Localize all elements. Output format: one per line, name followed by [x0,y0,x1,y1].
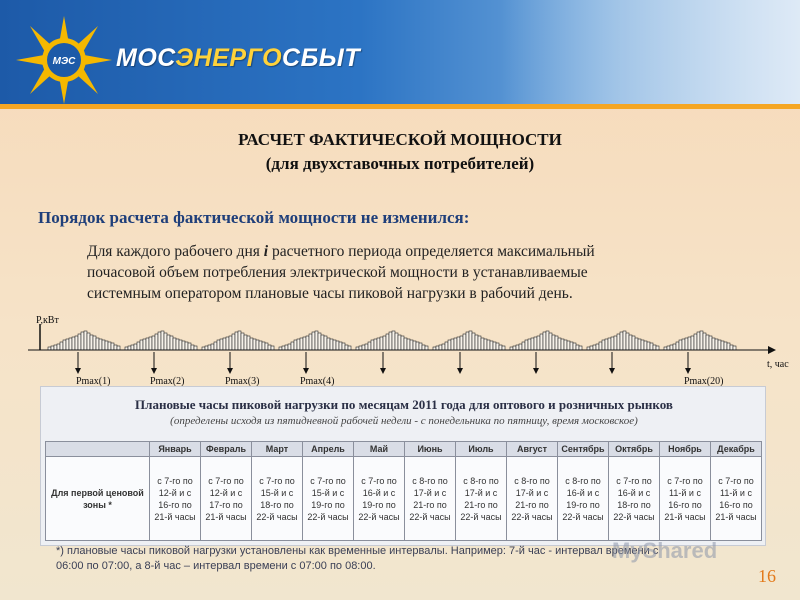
load-bar [590,346,593,350]
table-subtitle: (определены исходя из пятидневной рабочей недели - с понедельника по пятницу, время московское) [170,415,638,427]
load-bar [724,342,727,350]
load-bar [475,335,478,350]
load-bar [134,344,137,350]
load-bar [244,335,247,350]
load-bar [288,344,291,350]
load-bar [493,342,496,350]
x-axis-label: t, час [767,359,789,370]
load-bar [478,336,481,350]
load-bar [297,339,300,350]
load-bar [102,340,105,350]
load-bar [496,343,499,350]
load-bar [715,339,718,350]
load-bar [232,334,235,350]
pmax-label-1: Pmax(1) [76,376,111,386]
load-bar [525,340,528,350]
load-bar [463,334,466,350]
load-bar [217,340,220,350]
load-bar [635,338,638,350]
table-cell: с 8-го по 17-й и с 21-го по 22-й часы [405,457,456,541]
body-line-1-b: расчетного периода определяется максимальный [268,243,595,260]
load-bar [410,340,413,350]
load-bar [617,334,620,350]
load-bar [131,345,134,350]
load-bar [407,339,410,350]
load-bar [647,342,650,350]
header-accent-line [0,104,800,109]
load-bar [650,343,653,350]
load-bar [442,344,445,350]
load-bar [490,341,493,350]
load-bar [90,335,93,350]
load-bar [194,346,197,350]
load-bar [173,338,176,350]
section-heading: Порядок расчета фактической мощности не изменился: [38,208,470,227]
month-header: Октябрь [609,442,660,457]
load-bar [185,342,188,350]
load-bar [152,336,155,350]
load-bar [614,336,617,350]
month-header: Май [354,442,405,457]
load-bar [81,332,84,350]
load-bar [570,342,573,350]
load-bar [673,344,676,350]
load-bar [593,345,596,350]
slide-title-sub: (для двухставочных потребителей) [265,154,535,173]
load-bar [516,345,519,350]
load-bar [629,335,632,350]
load-profile-diagram [0,300,800,386]
load-bar [721,341,724,350]
load-bar [653,345,656,350]
load-bar [164,333,167,350]
load-bar [143,339,146,350]
table-cell: с 7-го по 12-й и с 17-го по 21-й часы [201,457,252,541]
load-bar [567,341,570,350]
table-header-row [46,442,762,457]
load-bar [155,334,158,350]
load-bar [362,345,365,350]
load-bar [727,343,730,350]
load-bar [318,333,321,350]
load-bar [377,338,380,350]
load-bar [342,343,345,350]
load-bar [549,333,552,350]
pmax-arrow-head [533,368,539,374]
load-bar [211,344,214,350]
table-corner-cell [46,442,150,457]
load-bar [389,332,392,350]
load-bar [546,331,549,350]
load-bar [425,346,428,350]
load-bar [321,335,324,350]
pmax-arrow-head [685,368,691,374]
table-title: Плановые часы пиковой нагрузки по месяцам 2011 года для оптового и розничных рынков [135,397,673,412]
load-bar [253,339,256,350]
load-bar [72,337,75,350]
load-bar [137,342,140,350]
load-bar [608,338,611,350]
load-bar [191,345,194,350]
pmax-arrow-head [151,368,157,374]
header-photo [500,0,800,108]
brand-prefix: МОС [116,44,176,72]
load-bar [579,346,582,350]
load-bar [226,337,229,350]
load-bar [416,342,419,350]
load-bar [96,338,99,350]
load-bar [241,333,244,350]
pmax-label-3: Pmax(3) [225,376,260,386]
load-bar [75,336,78,350]
month-header: Ноябрь [660,442,711,457]
load-bar [667,346,670,350]
load-bar [543,332,546,350]
body-line-1 [87,241,687,262]
load-bar [703,333,706,350]
load-bar [534,337,537,350]
load-bar [620,332,623,350]
load-bar [733,346,736,350]
peak-hours-panel [40,386,766,546]
load-bar [312,332,315,350]
load-bar [214,342,217,350]
time-axis-arrow [768,346,776,354]
load-bar [229,336,232,350]
load-bar [564,340,567,350]
load-bar [656,346,659,350]
load-bar [57,344,60,350]
body-line-3: системным оператором плановые часы пиковой нагрузки в рабочий день. [87,285,573,302]
load-bar [285,345,288,350]
load-bar [309,334,312,350]
logo-text: МЭС [52,56,76,67]
body-paragraph [87,241,687,304]
load-bar [487,340,490,350]
load-bar [472,333,475,350]
load-bar [404,338,407,350]
load-bar [128,346,131,350]
footnote-line-1: *) плановые часы пиковой нагрузки установлены как временные интервалы. Например: 7-й час - интервал времени с [56,545,659,557]
load-bar [484,339,487,350]
table-cell: с 7-го по 15-й и с 19-го по 22-й часы [303,457,354,541]
load-bar [205,346,208,350]
load-bar [448,340,451,350]
load-bar [540,334,543,350]
load-bar [513,346,516,350]
pmax-label-4: Pmax(4) [300,376,335,386]
load-bar [451,339,454,350]
load-bar [641,340,644,350]
load-bar [69,338,72,350]
load-bar [345,345,348,350]
month-header: Март [252,442,303,457]
load-bar [380,337,383,350]
month-header: Июнь [405,442,456,457]
load-bar [84,331,87,350]
table-cell: с 8-го по 17-й и с 21-го по 22-й часы [507,457,558,541]
load-bar [282,346,285,350]
load-bar [611,337,614,350]
load-bar [105,341,108,350]
load-bar [602,340,605,350]
table-row [46,457,762,541]
load-bar [140,340,143,350]
load-bar [413,341,416,350]
load-bar [114,345,117,350]
load-bar [688,337,691,350]
load-bar [700,331,703,350]
load-bar [315,331,318,350]
load-bar [208,345,211,350]
load-bar [291,342,294,350]
load-bar [644,341,647,350]
load-bar [374,339,377,350]
load-bar [632,336,635,350]
load-bar [294,340,297,350]
month-header: Декабрь [711,442,762,457]
load-bar [63,340,66,350]
month-header: Август [507,442,558,457]
load-bar [522,342,525,350]
load-bar [561,339,564,350]
table-cell: с 7-го по 11-й и с 16-го по 21-й часы [660,457,711,541]
load-bar [60,342,63,350]
body-line-2: почасовой объем потребления электрической мощности в устанавливаемые [87,264,588,281]
load-bar [691,336,694,350]
load-bar [161,331,164,350]
load-bar [706,335,709,350]
table-cell: с 7-го по 12-й и с 16-го по 21-й часы [150,457,201,541]
load-bar [460,336,463,350]
load-bar [445,342,448,350]
load-bar [365,344,368,350]
load-bar [552,335,555,350]
load-bar [188,343,191,350]
load-bar [348,346,351,350]
load-bar [339,342,342,350]
load-bar [167,335,170,350]
load-bar [573,343,576,350]
brand-name [116,44,360,73]
load-bar [262,342,265,350]
load-bar [368,342,371,350]
load-bar [117,346,120,350]
load-bar [682,339,685,350]
load-bar [555,336,558,350]
load-bar [182,341,185,350]
table-cell: с 7-го по 11-й и с 16-го по 21-й часы [711,457,762,541]
pmax-label-20: Pmax(20) [684,376,724,386]
table-cell: с 7-го по 15-й и с 18-го по 22-й часы [252,457,303,541]
load-bar [158,332,161,350]
month-header: Сентябрь [558,442,609,457]
load-bar [528,339,531,350]
load-bar [638,339,641,350]
load-bar [537,336,540,350]
load-bar [271,346,274,350]
load-bar [422,345,425,350]
load-bar [694,334,697,350]
load-bar [454,338,457,350]
month-header: Апрель [303,442,354,457]
load-bar [531,338,534,350]
brand-suffix: СБЫТ [282,44,361,72]
page-number: 16 [758,566,776,586]
load-bar [419,343,422,350]
load-bar [336,341,339,350]
watermark: MyShared [612,538,718,563]
table-cell: с 7-го по 16-й и с 18-го по 22-й часы [609,457,660,541]
body-line-1-a: Для каждого рабочего дня [87,243,264,260]
pmax-label-2: Pmax(2) [150,376,185,386]
load-bar [371,340,374,350]
pmax-arrow-head [75,368,81,374]
load-bar [709,336,712,350]
pmax-arrow-head [380,368,386,374]
load-bar [333,340,336,350]
load-bar [256,340,259,350]
table-cell: с 7-го по 16-й и с 19-го по 22-й часы [354,457,405,541]
load-bar [499,345,502,350]
load-bar [146,338,149,350]
load-bar [93,336,96,350]
load-bar [220,339,223,350]
load-bar [250,338,253,350]
load-bar [502,346,505,350]
load-bar [676,342,679,350]
pmax-arrows [75,352,691,374]
load-bar [519,344,522,350]
load-bar [108,342,111,350]
month-header: Февраль [201,442,252,457]
load-bar [306,336,309,350]
load-bar [469,331,472,350]
load-bar [679,340,682,350]
load-bar [223,338,226,350]
load-bar [51,346,54,350]
pmax-arrow-head [457,368,463,374]
load-bar [247,336,250,350]
load-bar [436,346,439,350]
load-bar [238,331,241,350]
load-bar [605,339,608,350]
pmax-arrow-head [227,368,233,374]
load-bar [327,338,330,350]
load-bar [392,331,395,350]
body-index-i: i [263,243,269,260]
load-bar [670,345,673,350]
load-bar [111,343,114,350]
load-bar [99,339,102,350]
load-bar [576,345,579,350]
load-bar [300,338,303,350]
month-header: Июль [456,442,507,457]
load-bar [386,334,389,350]
brand-highlight: ЭНЕРГО [175,44,283,72]
load-bar [87,333,90,350]
load-bar [235,332,238,350]
load-bar [265,343,268,350]
load-bar [712,338,715,350]
table-cell: с 8-го по 16-й и с 19-го по 22-й часы [558,457,609,541]
load-bar [330,339,333,350]
table-cell: с 8-го по 17-й и с 21-го по 22-й часы [456,457,507,541]
load-bar [54,345,57,350]
slide-title: РАСЧЕТ ФАКТИЧЕСКОЙ МОЩНОСТИ [238,130,562,149]
peak-hours-table [45,441,762,541]
load-bar [623,331,626,350]
load-bar [599,342,602,350]
row-header-price-zone: Для первой ценовой зоны * [46,457,150,541]
load-bar [78,334,81,350]
load-bar [697,332,700,350]
pmax-arrow-head [609,368,615,374]
load-bar [596,344,599,350]
y-axis-label: P,кВт [36,315,59,326]
load-bar [268,345,271,350]
pmax-arrow-head [303,368,309,374]
load-bar [303,337,306,350]
load-bar [626,333,629,350]
month-header: Январь [150,442,201,457]
load-bar [66,339,69,350]
load-bar [359,346,362,350]
load-bar [481,338,484,350]
load-bar [383,336,386,350]
hourly-load-bars [48,331,736,350]
load-bar [179,340,182,350]
load-bar [466,332,469,350]
load-bar [718,340,721,350]
load-bar [398,335,401,350]
load-bar [457,337,460,350]
load-bar [149,337,152,350]
load-bar [439,345,442,350]
load-bar [401,336,404,350]
load-bar [259,341,262,350]
load-bar [395,333,398,350]
load-bar [730,345,733,350]
load-bar [324,336,327,350]
company-logo [14,14,114,106]
load-bar [170,336,173,350]
load-bar [558,338,561,350]
load-bar [685,338,688,350]
footnote-line-2: 06:00 по 07:00, а 8-й час – интервал времени с 07:00 по 08:00. [56,560,376,572]
load-bar [176,339,179,350]
